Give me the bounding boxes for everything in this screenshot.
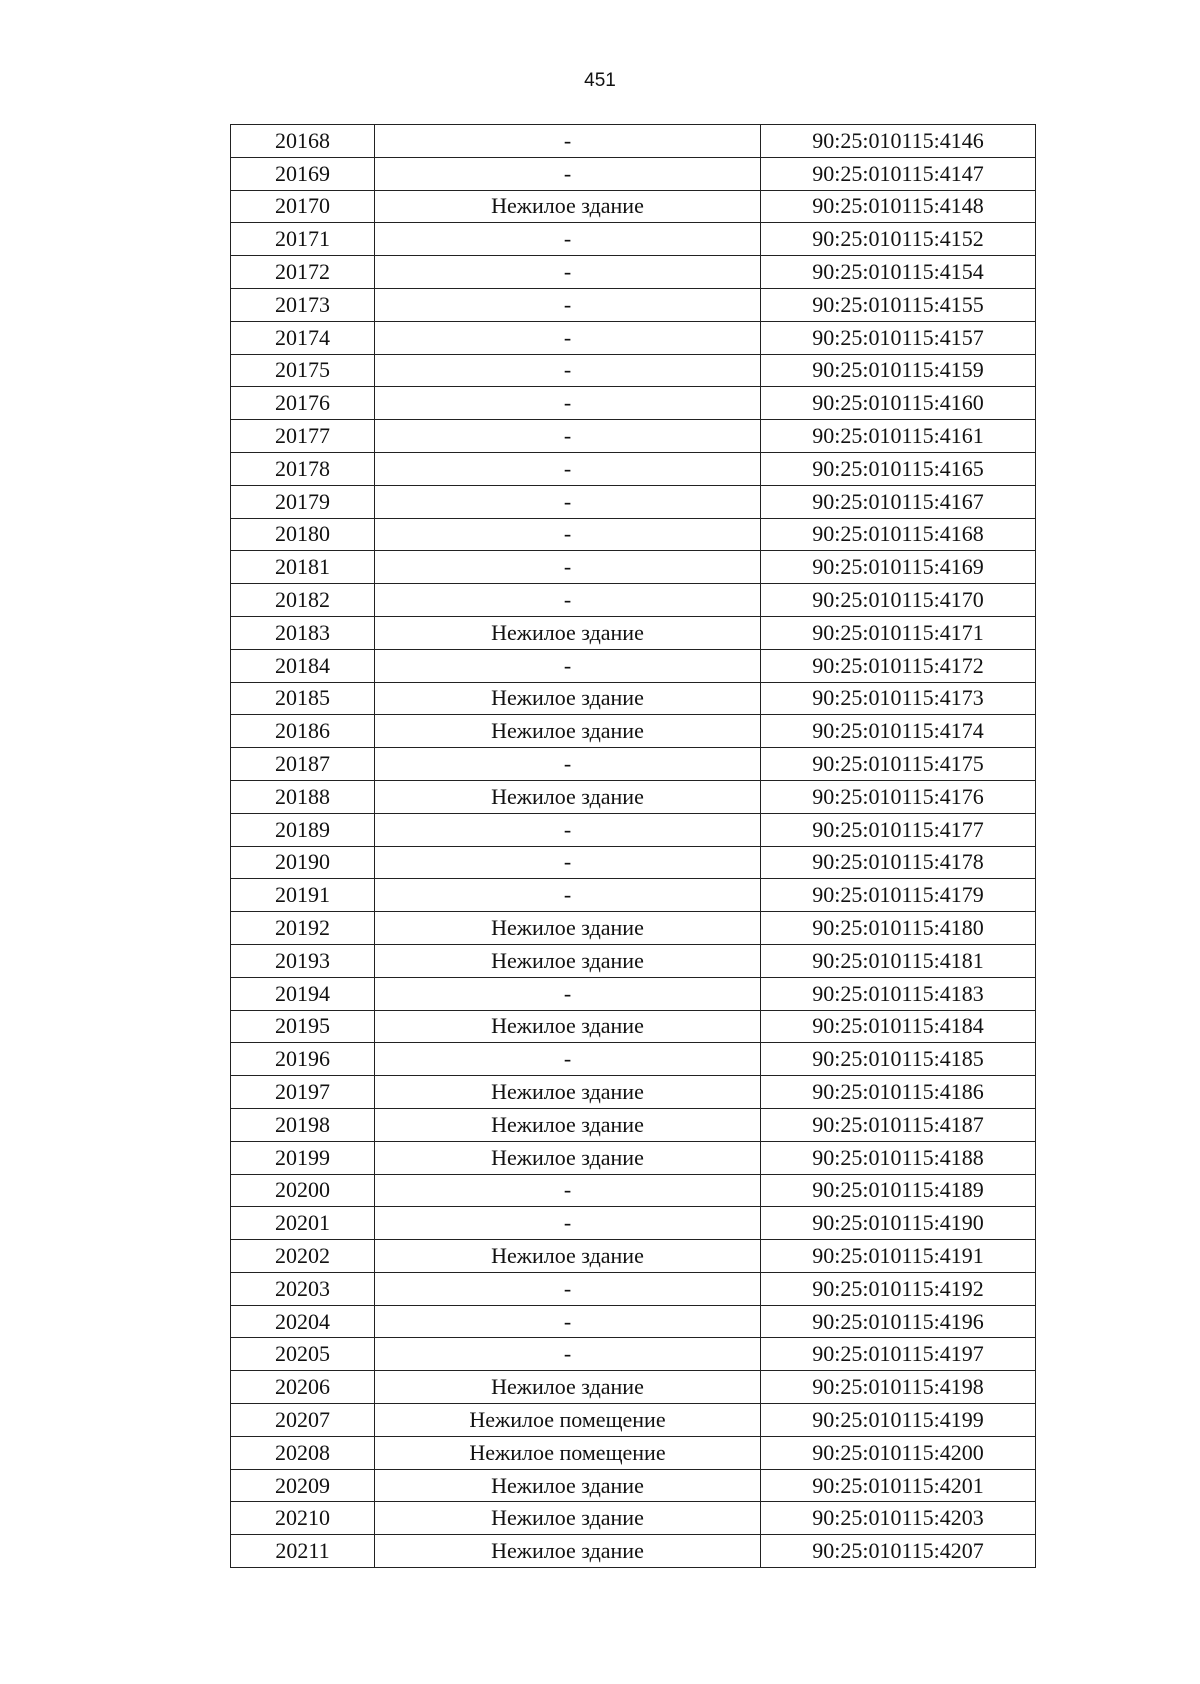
registry-table-body xyxy=(231,125,1036,1568)
row-number-cell: 20173 xyxy=(231,288,375,321)
row-number-cell: 20210 xyxy=(231,1502,375,1535)
object-type-cell: - xyxy=(375,387,761,420)
row-number-cell: 20179 xyxy=(231,485,375,518)
row-number-cell: 20198 xyxy=(231,1108,375,1141)
row-number-cell: 20171 xyxy=(231,223,375,256)
cadastral-number-cell: 90:25:010115:4175 xyxy=(761,748,1036,781)
object-type-cell: Нежилое здание xyxy=(375,944,761,977)
object-type-cell: Нежилое здание xyxy=(375,682,761,715)
table-row xyxy=(231,1076,1036,1109)
table-row xyxy=(231,1141,1036,1174)
table-row xyxy=(231,190,1036,223)
row-number-cell: 20178 xyxy=(231,452,375,485)
cadastral-number-cell: 90:25:010115:4155 xyxy=(761,288,1036,321)
cadastral-number-cell: 90:25:010115:4157 xyxy=(761,321,1036,354)
cadastral-number-cell: 90:25:010115:4169 xyxy=(761,551,1036,584)
object-type-cell: - xyxy=(375,1272,761,1305)
object-type-cell: Нежилое здание xyxy=(375,1076,761,1109)
cadastral-number-cell: 90:25:010115:4168 xyxy=(761,518,1036,551)
object-type-cell: - xyxy=(375,354,761,387)
table-row xyxy=(231,912,1036,945)
table-row xyxy=(231,1404,1036,1437)
table-row xyxy=(231,616,1036,649)
cadastral-number-cell: 90:25:010115:4160 xyxy=(761,387,1036,420)
object-type-cell: - xyxy=(375,1338,761,1371)
row-number-cell: 20199 xyxy=(231,1141,375,1174)
table-row xyxy=(231,1502,1036,1535)
table-row xyxy=(231,321,1036,354)
object-type-cell: - xyxy=(375,1207,761,1240)
row-number-cell: 20174 xyxy=(231,321,375,354)
object-type-cell: Нежилое помещение xyxy=(375,1404,761,1437)
table-row xyxy=(231,1371,1036,1404)
object-type-cell: - xyxy=(375,256,761,289)
object-type-cell: - xyxy=(375,288,761,321)
table-row xyxy=(231,1272,1036,1305)
cadastral-number-cell: 90:25:010115:4191 xyxy=(761,1240,1036,1273)
table-row xyxy=(231,649,1036,682)
row-number-cell: 20182 xyxy=(231,584,375,617)
object-type-cell: - xyxy=(375,1174,761,1207)
cadastral-number-cell: 90:25:010115:4197 xyxy=(761,1338,1036,1371)
cadastral-number-cell: 90:25:010115:4181 xyxy=(761,944,1036,977)
object-type-cell: - xyxy=(375,649,761,682)
cadastral-number-cell: 90:25:010115:4189 xyxy=(761,1174,1036,1207)
cadastral-number-cell: 90:25:010115:4185 xyxy=(761,1043,1036,1076)
cadastral-number-cell: 90:25:010115:4186 xyxy=(761,1076,1036,1109)
cadastral-number-cell: 90:25:010115:4167 xyxy=(761,485,1036,518)
cadastral-number-cell: 90:25:010115:4178 xyxy=(761,846,1036,879)
table-row xyxy=(231,1436,1036,1469)
table-row xyxy=(231,518,1036,551)
object-type-cell: - xyxy=(375,321,761,354)
row-number-cell: 20207 xyxy=(231,1404,375,1437)
table-row xyxy=(231,715,1036,748)
cadastral-number-cell: 90:25:010115:4146 xyxy=(761,125,1036,158)
table-row xyxy=(231,682,1036,715)
row-number-cell: 20168 xyxy=(231,125,375,158)
object-type-cell: - xyxy=(375,748,761,781)
row-number-cell: 20186 xyxy=(231,715,375,748)
row-number-cell: 20194 xyxy=(231,977,375,1010)
row-number-cell: 20172 xyxy=(231,256,375,289)
cadastral-number-cell: 90:25:010115:4161 xyxy=(761,420,1036,453)
object-type-cell: Нежилое здание xyxy=(375,1535,761,1568)
cadastral-number-cell: 90:25:010115:4180 xyxy=(761,912,1036,945)
row-number-cell: 20187 xyxy=(231,748,375,781)
cadastral-number-cell: 90:25:010115:4196 xyxy=(761,1305,1036,1338)
cadastral-number-cell: 90:25:010115:4174 xyxy=(761,715,1036,748)
registry-table xyxy=(230,124,1036,1568)
object-type-cell: Нежилое здание xyxy=(375,616,761,649)
row-number-cell: 20177 xyxy=(231,420,375,453)
object-type-cell: - xyxy=(375,813,761,846)
table-row xyxy=(231,1010,1036,1043)
object-type-cell: - xyxy=(375,223,761,256)
cadastral-number-cell: 90:25:010115:4176 xyxy=(761,780,1036,813)
table-row xyxy=(231,452,1036,485)
object-type-cell: - xyxy=(375,551,761,584)
cadastral-number-cell: 90:25:010115:4192 xyxy=(761,1272,1036,1305)
table-row xyxy=(231,813,1036,846)
table-row xyxy=(231,780,1036,813)
cadastral-number-cell: 90:25:010115:4159 xyxy=(761,354,1036,387)
cadastral-number-cell: 90:25:010115:4177 xyxy=(761,813,1036,846)
table-row xyxy=(231,1535,1036,1568)
table-row xyxy=(231,551,1036,584)
object-type-cell: - xyxy=(375,1043,761,1076)
table-row xyxy=(231,1108,1036,1141)
object-type-cell: - xyxy=(375,584,761,617)
cadastral-number-cell: 90:25:010115:4183 xyxy=(761,977,1036,1010)
cadastral-number-cell: 90:25:010115:4207 xyxy=(761,1535,1036,1568)
table-row xyxy=(231,1207,1036,1240)
table-row xyxy=(231,879,1036,912)
table-row xyxy=(231,1174,1036,1207)
row-number-cell: 20197 xyxy=(231,1076,375,1109)
table-row xyxy=(231,944,1036,977)
object-type-cell: - xyxy=(375,846,761,879)
table-row xyxy=(231,354,1036,387)
object-type-cell: - xyxy=(375,1305,761,1338)
cadastral-number-cell: 90:25:010115:4152 xyxy=(761,223,1036,256)
cadastral-number-cell: 90:25:010115:4190 xyxy=(761,1207,1036,1240)
cadastral-number-cell: 90:25:010115:4171 xyxy=(761,616,1036,649)
object-type-cell: Нежилое здание xyxy=(375,1108,761,1141)
table-row xyxy=(231,1043,1036,1076)
object-type-cell: Нежилое здание xyxy=(375,1010,761,1043)
page-number: 451 xyxy=(584,70,616,91)
object-type-cell: - xyxy=(375,420,761,453)
cadastral-number-cell: 90:25:010115:4148 xyxy=(761,190,1036,223)
table-row xyxy=(231,584,1036,617)
row-number-cell: 20202 xyxy=(231,1240,375,1273)
cadastral-number-cell: 90:25:010115:4165 xyxy=(761,452,1036,485)
row-number-cell: 20169 xyxy=(231,157,375,190)
cadastral-number-cell: 90:25:010115:4201 xyxy=(761,1469,1036,1502)
row-number-cell: 20201 xyxy=(231,1207,375,1240)
row-number-cell: 20175 xyxy=(231,354,375,387)
cadastral-number-cell: 90:25:010115:4147 xyxy=(761,157,1036,190)
row-number-cell: 20170 xyxy=(231,190,375,223)
cadastral-number-cell: 90:25:010115:4203 xyxy=(761,1502,1036,1535)
table-row xyxy=(231,846,1036,879)
row-number-cell: 20185 xyxy=(231,682,375,715)
cadastral-number-cell: 90:25:010115:4173 xyxy=(761,682,1036,715)
object-type-cell: Нежилое здание xyxy=(375,1502,761,1535)
cadastral-number-cell: 90:25:010115:4198 xyxy=(761,1371,1036,1404)
table-row xyxy=(231,1305,1036,1338)
object-type-cell: Нежилое здание xyxy=(375,1469,761,1502)
row-number-cell: 20211 xyxy=(231,1535,375,1568)
object-type-cell: - xyxy=(375,518,761,551)
row-number-cell: 20209 xyxy=(231,1469,375,1502)
row-number-cell: 20200 xyxy=(231,1174,375,1207)
row-number-cell: 20195 xyxy=(231,1010,375,1043)
table-row xyxy=(231,223,1036,256)
cadastral-number-cell: 90:25:010115:4154 xyxy=(761,256,1036,289)
object-type-cell: - xyxy=(375,977,761,1010)
row-number-cell: 20176 xyxy=(231,387,375,420)
object-type-cell: Нежилое помещение xyxy=(375,1436,761,1469)
cadastral-number-cell: 90:25:010115:4184 xyxy=(761,1010,1036,1043)
row-number-cell: 20184 xyxy=(231,649,375,682)
table-row xyxy=(231,485,1036,518)
row-number-cell: 20205 xyxy=(231,1338,375,1371)
row-number-cell: 20208 xyxy=(231,1436,375,1469)
object-type-cell: Нежилое здание xyxy=(375,1371,761,1404)
object-type-cell: Нежилое здание xyxy=(375,715,761,748)
row-number-cell: 20183 xyxy=(231,616,375,649)
table-row xyxy=(231,387,1036,420)
row-number-cell: 20188 xyxy=(231,780,375,813)
table-row xyxy=(231,256,1036,289)
table-row xyxy=(231,420,1036,453)
object-type-cell: - xyxy=(375,485,761,518)
table-row xyxy=(231,1240,1036,1273)
object-type-cell: Нежилое здание xyxy=(375,1141,761,1174)
cadastral-number-cell: 90:25:010115:4179 xyxy=(761,879,1036,912)
object-type-cell: - xyxy=(375,157,761,190)
object-type-cell: - xyxy=(375,452,761,485)
table-row xyxy=(231,125,1036,158)
row-number-cell: 20181 xyxy=(231,551,375,584)
cadastral-number-cell: 90:25:010115:4188 xyxy=(761,1141,1036,1174)
object-type-cell: Нежилое здание xyxy=(375,912,761,945)
cadastral-number-cell: 90:25:010115:4187 xyxy=(761,1108,1036,1141)
table-row xyxy=(231,1338,1036,1371)
row-number-cell: 20190 xyxy=(231,846,375,879)
row-number-cell: 20189 xyxy=(231,813,375,846)
table-row xyxy=(231,977,1036,1010)
object-type-cell: Нежилое здание xyxy=(375,190,761,223)
row-number-cell: 20203 xyxy=(231,1272,375,1305)
row-number-cell: 20206 xyxy=(231,1371,375,1404)
cadastral-number-cell: 90:25:010115:4170 xyxy=(761,584,1036,617)
object-type-cell: - xyxy=(375,879,761,912)
row-number-cell: 20191 xyxy=(231,879,375,912)
cadastral-number-cell: 90:25:010115:4172 xyxy=(761,649,1036,682)
object-type-cell: Нежилое здание xyxy=(375,780,761,813)
object-type-cell: Нежилое здание xyxy=(375,1240,761,1273)
row-number-cell: 20196 xyxy=(231,1043,375,1076)
table-row xyxy=(231,1469,1036,1502)
cadastral-number-cell: 90:25:010115:4200 xyxy=(761,1436,1036,1469)
table-row xyxy=(231,288,1036,321)
row-number-cell: 20180 xyxy=(231,518,375,551)
table-row xyxy=(231,748,1036,781)
row-number-cell: 20204 xyxy=(231,1305,375,1338)
cadastral-number-cell: 90:25:010115:4199 xyxy=(761,1404,1036,1437)
object-type-cell: - xyxy=(375,125,761,158)
row-number-cell: 20192 xyxy=(231,912,375,945)
table-row xyxy=(231,157,1036,190)
row-number-cell: 20193 xyxy=(231,944,375,977)
